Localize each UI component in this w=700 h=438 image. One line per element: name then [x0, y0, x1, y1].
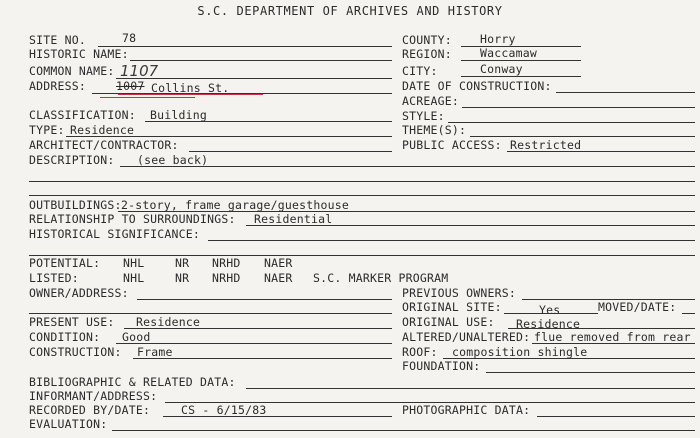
- red-underline-1: [118, 94, 263, 95]
- common-name-line: [116, 78, 392, 79]
- roof-line: [443, 358, 695, 359]
- style-line: [448, 122, 695, 123]
- listed-nr: NR: [175, 271, 190, 285]
- classification-value: Building: [150, 108, 207, 122]
- present-use-value: Residence: [136, 315, 201, 329]
- bibliographic-label: BIBLIOGRAPHIC & RELATED DATA:: [29, 375, 236, 389]
- region-value: Waccamaw: [480, 46, 537, 60]
- listed-nrhd: NRHD: [212, 271, 241, 285]
- description-line-3: [29, 195, 695, 196]
- region-line: [461, 60, 581, 61]
- address-struck-number: 1007: [116, 79, 145, 93]
- themes-label: THEME(S):: [402, 123, 467, 137]
- address-street: Collins St.: [151, 81, 230, 95]
- city-line: [461, 76, 581, 77]
- common-name-handwritten: 1107: [120, 62, 159, 80]
- moved-date-label: MOVED/DATE:: [598, 300, 677, 314]
- present-use-label: PRESENT USE:: [29, 315, 115, 329]
- moved-date-line: [682, 313, 695, 314]
- historic-name-label: HISTORIC NAME:: [29, 47, 129, 61]
- listed-label: LISTED:: [29, 271, 79, 285]
- original-use-line: [508, 328, 695, 329]
- altered-label: ALTERED/UNALTERED:: [402, 330, 531, 344]
- present-use-line: [124, 328, 392, 329]
- listed-naer: NAER: [264, 271, 293, 285]
- roof-label: ROOF:: [402, 345, 438, 359]
- classification-label: CLASSIFICATION:: [29, 108, 136, 122]
- condition-label: CONDITION:: [29, 330, 101, 344]
- type-label: TYPE:: [29, 123, 65, 137]
- county-value: Horry: [480, 32, 516, 46]
- potential-nrhd: NRHD: [212, 256, 241, 270]
- foundation-line: [486, 372, 695, 373]
- description-line-1: [120, 166, 695, 167]
- condition-value: Good: [122, 330, 151, 344]
- description-value: (see back): [137, 153, 209, 167]
- listed-nhl: NHL: [123, 271, 145, 285]
- marker-program: S.C. MARKER PROGRAM: [313, 271, 449, 285]
- owner-address-line: [137, 299, 392, 300]
- outbuildings-label: OUTBUILDINGS:: [29, 198, 122, 212]
- type-line: [66, 136, 392, 137]
- informant-label: INFORMANT/ADDRESS:: [29, 389, 158, 403]
- significance-label: HISTORICAL SIGNIFICANCE:: [29, 227, 200, 241]
- potential-naer: NAER: [264, 256, 293, 270]
- site-no-value: 78: [122, 31, 137, 45]
- address-label: ADDRESS:: [29, 79, 86, 93]
- photographic-line: [537, 416, 695, 417]
- themes-line: [470, 136, 695, 137]
- public-access-value: Restricted: [510, 138, 582, 152]
- region-label: REGION:: [402, 47, 452, 61]
- acreage-line: [462, 107, 695, 108]
- altered-value: flue removed from rear: [534, 330, 691, 344]
- significance-line: [208, 240, 695, 241]
- original-site-value: Yes: [539, 303, 561, 317]
- potential-label: POTENTIAL:: [29, 256, 101, 270]
- foundation-label: FOUNDATION:: [402, 359, 481, 373]
- original-use-value: Residence: [516, 317, 581, 331]
- city-label: CITY:: [402, 64, 438, 78]
- construction-value: Frame: [137, 345, 173, 359]
- relationship-label: RELATIONSHIP TO SURROUNDINGS:: [29, 212, 236, 226]
- roof-value: composition shingle: [452, 345, 588, 359]
- date-construction-label: DATE OF CONSTRUCTION:: [402, 79, 552, 93]
- description-label: DESCRIPTION:: [29, 153, 115, 167]
- site-no-label: SITE NO.: [29, 33, 86, 47]
- original-use-label: ORIGINAL USE:: [402, 315, 495, 329]
- condition-line: [116, 343, 392, 344]
- evaluation-label: EVALUATION:: [29, 417, 108, 431]
- outbuildings-value: 2-story, frame garage/guesthouse: [121, 198, 349, 212]
- relationship-value: Residential: [254, 212, 333, 226]
- architect-label: ARCHITECT/CONTRACTOR:: [29, 138, 179, 152]
- city-value: Conway: [480, 62, 523, 76]
- relationship-line: [246, 225, 695, 226]
- public-access-label: PUBLIC ACCESS:: [402, 138, 502, 152]
- date-construction-line: [556, 92, 695, 93]
- recorded-value: CS - 6/15/83: [181, 403, 267, 417]
- photographic-label: PHOTOGRAPHIC DATA:: [402, 403, 531, 417]
- site-no-line: [98, 46, 392, 47]
- owner-address-line-2: [29, 313, 392, 314]
- classification-line: [145, 121, 392, 122]
- potential-nr: NR: [175, 256, 190, 270]
- bibliographic-line: [246, 388, 695, 389]
- form-title: S.C. DEPARTMENT OF ARCHIVES AND HISTORY: [197, 4, 503, 18]
- county-label: COUNTY:: [402, 33, 452, 47]
- public-access-line: [507, 151, 695, 152]
- description-line-2: [29, 181, 695, 182]
- evaluation-line: [112, 430, 695, 431]
- type-value: Residence: [70, 123, 135, 137]
- architect-line: [189, 151, 392, 152]
- style-label: STYLE:: [402, 109, 445, 123]
- construction-line: [133, 358, 392, 359]
- original-site-label: ORIGINAL SITE:: [402, 300, 502, 314]
- potential-nhl: NHL: [123, 256, 145, 270]
- previous-owners-label: PREVIOUS OWNERS:: [402, 286, 516, 300]
- owner-address-label: OWNER/ADDRESS:: [29, 286, 129, 300]
- original-site-line: [504, 313, 598, 314]
- altered-line: [532, 343, 695, 344]
- historic-name-line: [130, 60, 392, 61]
- construction-label: CONSTRUCTION:: [29, 345, 122, 359]
- recorded-label: RECORDED BY/DATE:: [29, 403, 151, 417]
- recorded-line: [163, 416, 392, 417]
- common-name-label: COMMON NAME:: [29, 64, 115, 78]
- red-underline-2: [100, 97, 195, 98]
- acreage-label: ACREAGE:: [402, 94, 459, 108]
